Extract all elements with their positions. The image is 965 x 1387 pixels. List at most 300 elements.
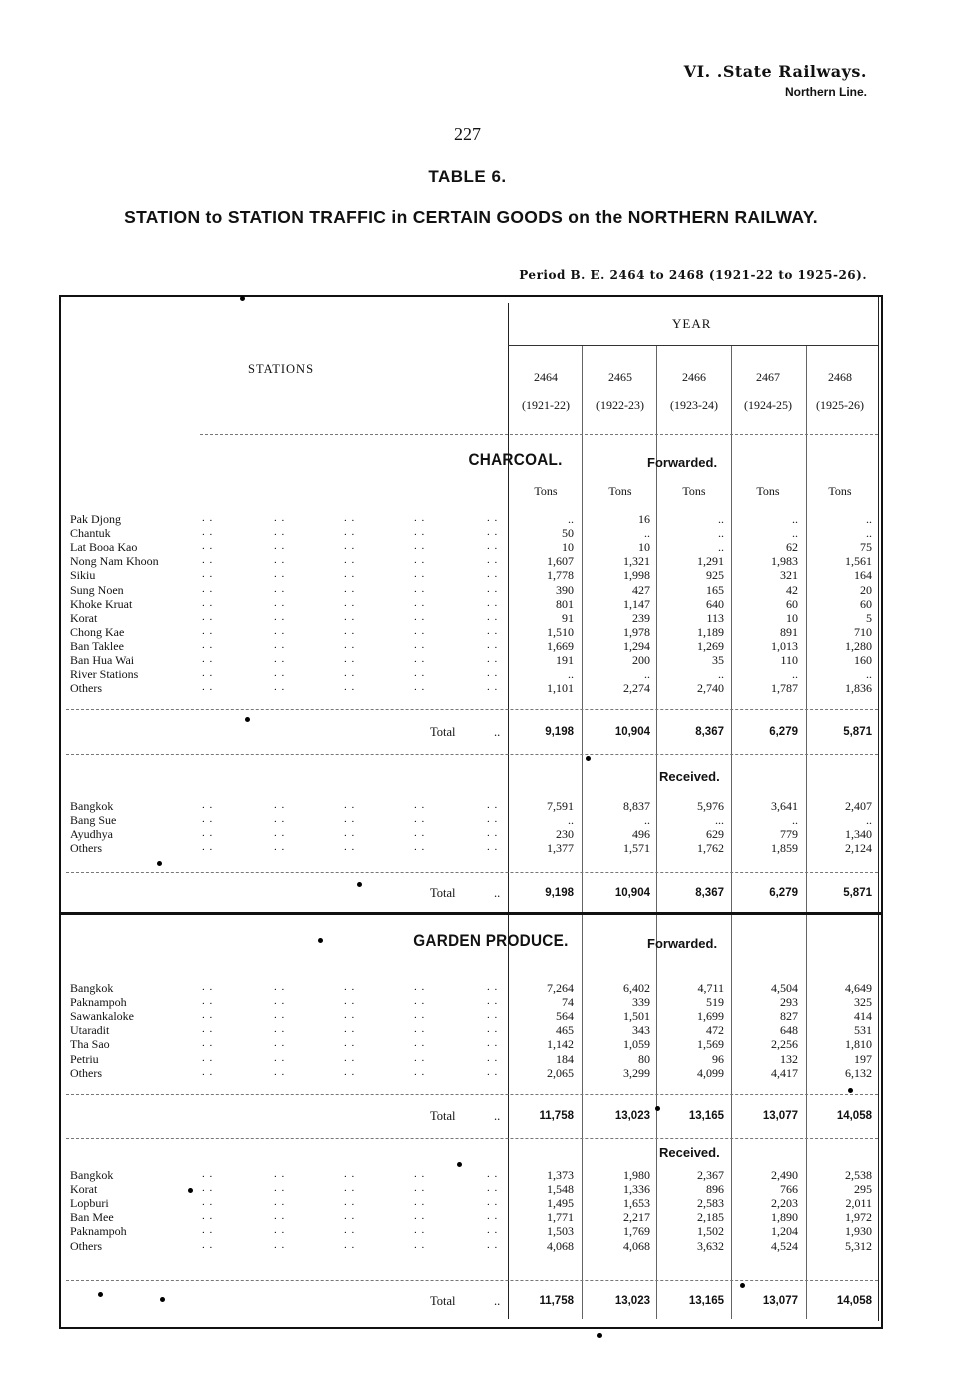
tonnage-value: 16 [638, 512, 650, 526]
leader-dots [202, 512, 502, 526]
leader-dots [202, 597, 502, 611]
station-name: Sung Noen [70, 582, 124, 597]
header-rule [200, 434, 878, 435]
leader-dot: . . [202, 1023, 214, 1036]
tonnage-value: 1,778 [547, 568, 574, 583]
leader-dots [202, 583, 502, 597]
page-number: 227 [454, 124, 481, 144]
garden-forwarded-row [70, 1023, 880, 1037]
leader-dot: . . [344, 1023, 356, 1036]
tonnage-value: 2,274 [623, 681, 650, 696]
leader-dot: . . [414, 1238, 426, 1251]
scan-speck [157, 861, 162, 866]
leader-dot: . . [344, 995, 356, 1008]
tonnage-value: 1,653 [623, 1196, 650, 1211]
garden-received-row [70, 1168, 880, 1182]
leader-dot: . . [414, 1210, 426, 1223]
tonnage-value: 648 [780, 1023, 798, 1038]
total-value: 13,077 [762, 1110, 798, 1122]
tonnage-value: 2,256 [771, 1037, 798, 1052]
leader-dot: . . [202, 1182, 214, 1195]
tonnage-value: 2,217 [623, 1210, 650, 1225]
tonnage-value: 6,402 [623, 981, 650, 995]
leader-dot: . . [274, 638, 286, 651]
leader-dot: . . [202, 1210, 214, 1223]
leader-dot: . . [344, 596, 356, 609]
tonnage-value: 414 [854, 1009, 872, 1024]
leader-dot: . . [414, 526, 426, 539]
leader-dot: . . [202, 1196, 214, 1209]
tonnage-value: 75 [860, 540, 872, 555]
leader-dot: . . [487, 841, 499, 854]
station-name: Paknampoh [70, 995, 127, 1010]
station-name: Petriu [70, 1051, 99, 1066]
tonnage-value: 1,930 [845, 1224, 872, 1239]
tonnage-value: 5,312 [845, 1238, 872, 1253]
total-dots: .. [494, 1109, 501, 1123]
leader-dot: . . [274, 1210, 286, 1223]
tonnage-value: 200 [632, 653, 650, 667]
tonnage-value: 4,504 [771, 981, 798, 995]
section-title: CHARCOAL. [468, 450, 563, 469]
tonnage-value: .. [644, 526, 650, 541]
station-name: Others [70, 1238, 102, 1253]
tonnage-value: 1,859 [771, 841, 798, 856]
leader-dot: . . [274, 1037, 286, 1050]
tonnage-value: 2,124 [845, 841, 872, 856]
leader-dot: . . [487, 1224, 499, 1237]
tonnage-value: 1,978 [623, 624, 650, 639]
total-value: 8,367 [695, 887, 724, 899]
tonnage-value: 293 [780, 995, 798, 1010]
leader-dot: . . [487, 512, 499, 524]
station-name: Ban Taklee [70, 638, 124, 653]
leader-dot: . . [344, 1210, 356, 1223]
leader-dot: . . [274, 540, 286, 553]
total-value: 5,871 [843, 887, 872, 899]
tonnage-value: 3,641 [771, 799, 798, 813]
leader-dot: . . [487, 995, 499, 1008]
leader-dot: . . [274, 1009, 286, 1022]
scan-speck [457, 1162, 462, 1167]
tonnage-value: 191 [556, 653, 574, 667]
tonnage-value: .. [644, 667, 650, 682]
garden-received-row [70, 1210, 880, 1224]
charcoal-forwarded-row [70, 540, 880, 554]
leader-dot: . . [414, 1009, 426, 1022]
leader-dot: . . [487, 1182, 499, 1195]
total-label: Total [430, 1109, 456, 1123]
leader-dot: . . [344, 624, 356, 637]
tonnage-value: .. [718, 512, 724, 526]
tonnage-value: 230 [556, 827, 574, 842]
station-name: Bangkok [70, 1168, 114, 1182]
tonnage-value: .. [718, 540, 724, 555]
leader-dot: . . [274, 1224, 286, 1237]
total-value: 9,198 [545, 726, 574, 738]
leader-dot: . . [414, 1037, 426, 1050]
tonnage-value: ... [715, 813, 724, 828]
total-value: 13,165 [688, 1295, 724, 1307]
scan-speck [848, 1088, 853, 1093]
leader-dot: . . [274, 799, 286, 811]
station-name: Khoke Kruat [70, 596, 133, 611]
station-name: Chantuk [70, 526, 111, 541]
unit-label: Tons [828, 484, 852, 498]
leader-dots [202, 1168, 502, 1182]
scan-speck [160, 1297, 165, 1302]
tonnage-value: 7,264 [547, 981, 574, 995]
charcoal-received-row [70, 813, 880, 827]
charcoal-forwarded-row [70, 639, 880, 653]
tonnage-value: .. [792, 512, 798, 526]
leader-dot: . . [274, 1182, 286, 1195]
leader-dot: . . [487, 1023, 499, 1036]
leader-dot: . . [414, 995, 426, 1008]
leader-dot: . . [344, 582, 356, 595]
leader-dot: . . [487, 554, 499, 567]
tonnage-value: .. [866, 526, 872, 541]
tonnage-value: 60 [786, 596, 798, 611]
station-name: Lopburi [70, 1196, 109, 1211]
garden-forwarded-row [70, 1066, 880, 1080]
garden-forwarded-row [70, 1052, 880, 1066]
tonnage-value: 1,294 [623, 638, 650, 653]
leader-dot: . . [274, 995, 286, 1008]
tonnage-value: 1,983 [771, 554, 798, 569]
garden-received-row [70, 1196, 880, 1210]
tonnage-value: 1,340 [845, 827, 872, 842]
tonnage-value: 165 [706, 582, 724, 597]
leader-dot: . . [202, 540, 214, 553]
tonnage-value: 519 [706, 995, 724, 1010]
total-value: 6,279 [769, 726, 798, 738]
year-label: 2464 [534, 370, 558, 384]
tonnage-value: 1,336 [623, 1182, 650, 1197]
year-range-label: (1922-23) [596, 398, 644, 412]
leader-dot: . . [414, 568, 426, 581]
tonnage-value: 427 [632, 582, 650, 597]
leader-dot: . . [414, 1051, 426, 1064]
tonnage-value: 3,299 [623, 1065, 650, 1080]
leader-dot: . . [344, 512, 356, 524]
tonnage-value: 1,699 [697, 1009, 724, 1024]
charcoal-forwarded-row [70, 512, 880, 526]
leader-dot: . . [344, 1065, 356, 1078]
tonnage-value: 1,569 [697, 1037, 724, 1052]
leader-dot: . . [202, 827, 214, 840]
charcoal-received-row [70, 841, 880, 855]
total-value: 13,077 [762, 1295, 798, 1307]
station-name: Sawankaloke [70, 1009, 134, 1024]
tonnage-value: 2,407 [845, 799, 872, 813]
total-value: 13,023 [614, 1295, 650, 1307]
scan-speck [597, 1333, 602, 1338]
leader-dot: . . [344, 568, 356, 581]
leader-dot: . . [274, 568, 286, 581]
leader-dots [202, 1239, 502, 1253]
leader-dot: . . [414, 1196, 426, 1209]
leader-dot: . . [274, 596, 286, 609]
tonnage-value: 2,011 [845, 1196, 872, 1211]
tonnage-value: .. [792, 813, 798, 828]
leader-dot: . . [344, 554, 356, 567]
leader-dot: . . [274, 827, 286, 840]
leader-dot: . . [487, 582, 499, 595]
tonnage-value: 2,538 [845, 1168, 872, 1182]
tonnage-value: 132 [780, 1051, 798, 1066]
leader-dot: . . [414, 653, 426, 665]
tonnage-value: 239 [632, 610, 650, 625]
total-dots: .. [494, 725, 501, 739]
leader-dots [202, 1196, 502, 1210]
tonnage-value: .. [718, 667, 724, 682]
tonnage-value: 1,147 [623, 596, 650, 611]
leader-dot: . . [487, 540, 499, 553]
total-value: 5,871 [843, 726, 872, 738]
tonnage-value: .. [866, 667, 872, 682]
year-heading: YEAR [672, 316, 712, 331]
leader-dot: . . [202, 596, 214, 609]
tonnage-value: .. [718, 526, 724, 541]
scan-speck [245, 717, 250, 722]
leader-dot: . . [414, 512, 426, 524]
unit-label: Tons [608, 484, 632, 498]
leader-dot: . . [487, 667, 499, 680]
tonnage-value: 184 [556, 1051, 574, 1066]
leader-dot: . . [274, 624, 286, 637]
station-name: River Stations [70, 667, 139, 682]
year-range-label: (1925-26) [816, 398, 864, 412]
station-name: Sikiu [70, 568, 96, 583]
leader-dot: . . [202, 610, 214, 623]
year-range-label: (1924-25) [744, 398, 792, 412]
station-name: Bangkok [70, 799, 114, 813]
garden-forwarded-row [70, 995, 880, 1009]
leader-dot: . . [487, 1196, 499, 1209]
charcoal-forwarded-row [70, 653, 880, 667]
tonnage-value: 1,998 [623, 568, 650, 583]
leader-dots [202, 1224, 502, 1238]
leader-dot: . . [274, 813, 286, 826]
line-heading: Northern Line. [784, 85, 867, 99]
leader-dots [202, 1037, 502, 1051]
leader-dots [202, 526, 502, 540]
leader-dots [202, 813, 502, 827]
leader-dot: . . [202, 1065, 214, 1078]
leader-dot: . . [274, 554, 286, 567]
leader-dot: . . [344, 1196, 356, 1209]
leader-dot: . . [487, 596, 499, 609]
tonnage-value: 4,068 [623, 1238, 650, 1253]
tonnage-value: 1,189 [697, 624, 724, 639]
scan-speck [357, 882, 362, 887]
section-divider [59, 912, 881, 915]
station-name: Bang Sue [70, 813, 117, 828]
station-name: Ban Hua Wai [70, 653, 135, 667]
leader-dots [202, 1052, 502, 1066]
tonnage-value: 160 [854, 653, 872, 667]
unit-label: Tons [534, 484, 558, 498]
station-name: Others [70, 681, 102, 696]
tonnage-value: 2,740 [697, 681, 724, 696]
scan-speck [586, 756, 591, 761]
subtotal-rule [66, 872, 878, 873]
tonnage-value: 2,203 [771, 1196, 798, 1211]
leader-dot: . . [414, 799, 426, 811]
received-label: Received. [659, 769, 720, 784]
leader-dot: . . [344, 1009, 356, 1022]
leader-dots [202, 995, 502, 1009]
tonnage-value: 3,632 [697, 1238, 724, 1253]
leader-dot: . . [414, 667, 426, 680]
leader-dot: . . [487, 638, 499, 651]
tonnage-value: 113 [706, 610, 724, 625]
tonnage-value: 1,013 [771, 638, 798, 653]
leader-dot: . . [487, 624, 499, 637]
tonnage-value: 766 [780, 1182, 798, 1197]
tonnage-value: 4,099 [697, 1065, 724, 1080]
tonnage-value: 10 [786, 610, 798, 625]
section-rule [66, 1138, 878, 1139]
year-label: 2467 [756, 370, 780, 384]
year-range-label: (1921-22) [522, 398, 570, 412]
received-label: Received. [659, 1145, 720, 1160]
station-name: Tha Sao [70, 1037, 110, 1052]
leader-dot: . . [274, 1065, 286, 1078]
leader-dot: . . [344, 1224, 356, 1237]
tonnage-value: 1,059 [623, 1037, 650, 1052]
tonnage-value: 891 [780, 624, 798, 639]
leader-dot: . . [344, 813, 356, 826]
forwarded-label: Forwarded. [647, 936, 718, 951]
tonnage-value: 197 [854, 1051, 872, 1066]
leader-dots [202, 639, 502, 653]
tonnage-value: 1,571 [623, 841, 650, 856]
leader-dots [202, 1182, 502, 1196]
tonnage-value: 4,068 [547, 1238, 574, 1253]
leader-dots [202, 653, 502, 667]
leader-dot: . . [344, 1182, 356, 1195]
station-name: Nong Nam Khoon [70, 554, 159, 569]
total-value: 13,165 [688, 1110, 724, 1122]
leader-dot: . . [274, 512, 286, 524]
tonnage-value: 496 [632, 827, 650, 842]
total-label: Total [430, 725, 456, 739]
tonnage-value: 531 [854, 1023, 872, 1038]
tonnage-value: 42 [786, 582, 798, 597]
leader-dots [202, 799, 502, 813]
leader-dot: . . [202, 1168, 214, 1180]
tonnage-value: 7,591 [547, 799, 574, 813]
running-header [684, 62, 867, 99]
tonnage-value: 564 [556, 1009, 574, 1024]
leader-dot: . . [344, 638, 356, 651]
leader-dot: . . [344, 1037, 356, 1050]
tonnage-value: 339 [632, 995, 650, 1010]
leader-dot: . . [414, 981, 426, 993]
leader-dot: . . [487, 981, 499, 993]
leader-dot: . . [487, 681, 499, 694]
leader-dot: . . [274, 1196, 286, 1209]
scan-speck [240, 296, 245, 301]
leader-dots [202, 568, 502, 582]
total-value: 9,198 [545, 887, 574, 899]
leader-dots [202, 1009, 502, 1023]
tonnage-value: 80 [638, 1051, 650, 1066]
tonnage-value: 5,976 [697, 799, 724, 813]
forwarded-label: Forwarded. [647, 455, 718, 470]
leader-dot: . . [414, 841, 426, 854]
tonnage-value: 2,367 [697, 1168, 724, 1182]
scan-speck [188, 1188, 193, 1193]
leader-dots [202, 1066, 502, 1080]
tonnage-value: 710 [854, 624, 872, 639]
leader-dot: . . [487, 1037, 499, 1050]
total-label: Total [430, 886, 456, 900]
leader-dots [202, 1210, 502, 1224]
tonnage-value: 2,583 [697, 1196, 724, 1211]
leader-dot: . . [274, 1168, 286, 1180]
leader-dot: . . [202, 813, 214, 826]
total-dots: .. [494, 886, 501, 900]
tonnage-value: 96 [712, 1051, 724, 1066]
leader-dot: . . [414, 554, 426, 567]
leader-dot: . . [344, 681, 356, 694]
year-label: 2468 [828, 370, 852, 384]
tonnage-value: 1,787 [771, 681, 798, 696]
tonnage-value: 390 [556, 582, 574, 597]
tonnage-value: 1,890 [771, 1210, 798, 1225]
leader-dot: . . [487, 526, 499, 539]
charcoal-forwarded-row [70, 611, 880, 625]
leader-dots [202, 540, 502, 554]
charcoal-forwarded-row [70, 625, 880, 639]
station-name: Ayudhya [70, 827, 113, 842]
leader-dots [202, 827, 502, 841]
leader-dots [202, 981, 502, 995]
leader-dot: . . [274, 981, 286, 993]
leader-dot: . . [414, 1065, 426, 1078]
garden-received-row [70, 1224, 880, 1238]
tonnage-value: 896 [706, 1182, 724, 1197]
header-rule [508, 345, 878, 346]
leader-dots [202, 841, 502, 855]
tonnage-value: 343 [632, 1023, 650, 1038]
tonnage-value: 1,503 [547, 1224, 574, 1239]
tonnage-value: 1,771 [547, 1210, 574, 1225]
tonnage-value: 5 [866, 610, 872, 625]
leader-dot: . . [487, 610, 499, 623]
charcoal-received-row [70, 827, 880, 841]
leader-dot: . . [202, 582, 214, 595]
total-value: 10,904 [614, 887, 650, 899]
period-line: Period B. E. 2464 to 2468 (1921-22 to 1925-26). [519, 268, 867, 282]
leader-dot: . . [274, 610, 286, 623]
leader-dot: . . [202, 1238, 214, 1251]
leader-dot: . . [414, 1182, 426, 1195]
total-value: 11,758 [539, 1295, 574, 1307]
tonnage-value: 110 [780, 653, 798, 667]
leader-dot: . . [202, 1224, 214, 1237]
tonnage-value: .. [568, 813, 574, 828]
station-name: Pak Djong [70, 512, 121, 526]
garden-forwarded-row [70, 1037, 880, 1051]
tonnage-value: 827 [780, 1009, 798, 1024]
total-label: Total [430, 1294, 456, 1308]
tonnage-value: 1,501 [623, 1009, 650, 1024]
leader-dot: . . [202, 681, 214, 694]
